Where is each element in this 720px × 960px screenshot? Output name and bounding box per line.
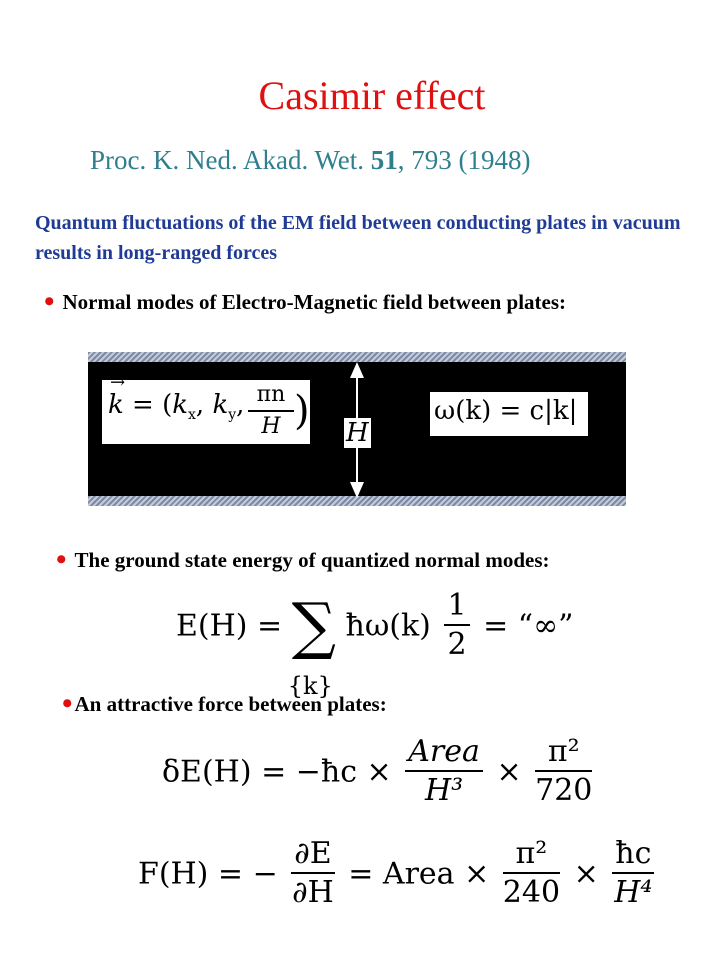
- slide-title: Casimir effect: [258, 73, 486, 118]
- wavevector-lhs: → k: [108, 390, 124, 420]
- pi-720-fraction: [535, 734, 592, 810]
- force-equation: [138, 836, 658, 912]
- dispersion-equation: [430, 392, 588, 436]
- wavevector-ky: k: [212, 390, 229, 420]
- dispersion-text: ω(k) = c|k|: [434, 396, 578, 426]
- reference-pages-year: , 793 (1948): [397, 145, 531, 175]
- delta-energy-times: ×: [496, 754, 522, 790]
- plates-diagram: [88, 352, 626, 506]
- energy-equation: [176, 588, 574, 700]
- sum-index: {k}: [287, 672, 333, 700]
- bullet-ground-state: [56, 543, 550, 576]
- bullet-dot-icon: •: [56, 543, 67, 576]
- bullet-attractive-text: An attractive force between plates:: [74, 692, 387, 716]
- ky-subscript: y: [228, 407, 237, 424]
- area-denominator: H³: [424, 773, 464, 808]
- bullet-normal-modes-text: Normal modes of Electro-Magnetic field between plates:: [62, 290, 567, 314]
- wavevector-denominator: H: [261, 414, 281, 439]
- half-numerator: 1: [444, 588, 469, 626]
- bullet-attractive: [62, 687, 387, 720]
- reference-volume: 51: [370, 145, 398, 175]
- area-numerator: Area: [405, 734, 483, 772]
- bullet-ground-state-text: The ground state energy of quantized normal modes:: [74, 548, 550, 572]
- delta-energy-lhs: δE(H) = −ħc ×: [162, 754, 392, 790]
- half-denominator: 2: [447, 627, 467, 662]
- reference-citation: [90, 142, 531, 178]
- wavevector-kx: k: [172, 390, 188, 420]
- h4-denominator: H⁴: [614, 875, 653, 910]
- pi-720-denominator: 720: [535, 773, 593, 808]
- delta-energy-equation: [162, 734, 596, 810]
- energy-rhs: = “∞”: [483, 608, 574, 644]
- force-mid: = Area ×: [348, 856, 490, 892]
- pi-squared-numerator: π²: [535, 734, 592, 772]
- bullet-dot-icon: •: [44, 285, 55, 318]
- summation-symbol: ∑ {k}: [292, 596, 336, 656]
- hbar-c-fraction: [612, 836, 654, 912]
- wavevector-equation: → $k = (k_x$, $k_y$, $\frac{\pi n}{H}$ ): [102, 380, 310, 444]
- energy-lhs: E(H) =: [176, 608, 283, 644]
- pi-240-denominator: 240: [502, 875, 561, 910]
- pi-squared-numerator: π²: [503, 836, 560, 874]
- derivative-denominator: ∂H: [292, 875, 334, 910]
- energy-term: ħω(k): [345, 608, 431, 644]
- intro-text: Quantum fluctuations of the EM field between conducting plates in vacuum results in long-ranged forces: [35, 212, 681, 264]
- bullet-normal-modes: [44, 285, 567, 318]
- hbar-c-numerator: ħc: [612, 836, 654, 874]
- area-fraction: [405, 734, 483, 810]
- reference-journal: Proc. K. Ned. Akad. Wet.: [90, 145, 365, 175]
- kx-subscript: x: [188, 407, 196, 424]
- force-times: ×: [573, 856, 599, 892]
- derivative-numerator: ∂E: [291, 836, 334, 874]
- force-lhs: F(H) = −: [138, 856, 278, 892]
- derivative-fraction: [291, 836, 334, 912]
- pi-240-fraction: [503, 836, 560, 912]
- separation-label: H: [346, 418, 369, 448]
- half-fraction: [444, 588, 469, 664]
- wavevector-numerator: πn: [248, 380, 294, 412]
- bullet-dot-icon: •: [62, 687, 73, 720]
